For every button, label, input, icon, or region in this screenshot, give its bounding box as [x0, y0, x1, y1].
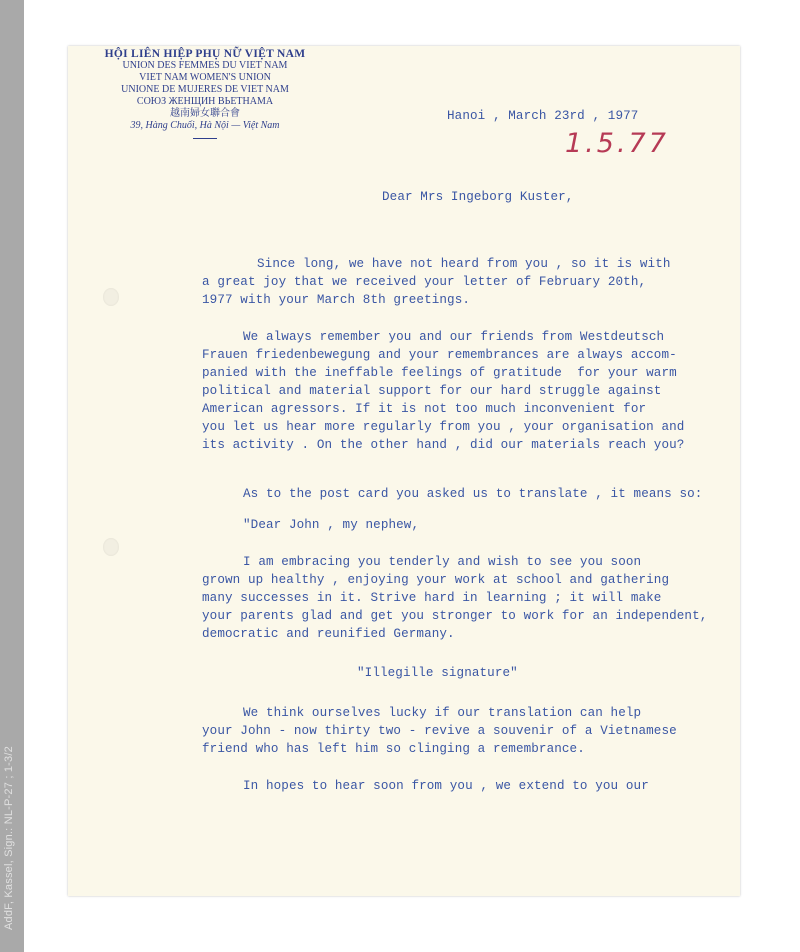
- letterhead-chinese: 越南婦女聯合會: [170, 108, 240, 119]
- letterhead-vietnamese: HỘI LIÊN HIỆP PHỤ NỮ VIỆT NAM: [104, 48, 306, 60]
- letterhead-divider: [193, 138, 217, 139]
- body-line: grown up healthy , enjoying your work at school and gathering: [202, 573, 670, 587]
- punch-hole-bottom: [103, 538, 119, 556]
- handwritten-date-note: 1.5.77: [565, 128, 669, 159]
- body-line: American agressors. If it is not too much inconvenient for: [202, 402, 647, 416]
- letterhead-address: 39, Hàng Chuối, Hà Nội — Việt Nam: [130, 120, 280, 131]
- body-line: As to the post card you asked us to translate , it means so:: [243, 487, 703, 501]
- archive-side-strip: [0, 0, 24, 952]
- body-line: democratic and reunified Germany.: [202, 627, 455, 641]
- body-line: friend who has left him so clinging a remembrance.: [202, 742, 585, 756]
- body-line: its activity . On the other hand , did our materials reach you?: [202, 438, 685, 452]
- letterhead-english: VIET NAM WOMEN'S UNION: [139, 72, 271, 83]
- archive-signature-label: AddF, Kassel, Sign.: NL-P-27 ; 1-3/2: [3, 746, 15, 930]
- letterhead-russian: СОЮЗ ЖЕНЩИН ВЬЕТНАМА: [136, 96, 274, 107]
- salutation: Dear Mrs Ingeborg Kuster,: [382, 190, 574, 204]
- body-line: you let us hear more regularly from you , your organisation and: [202, 420, 685, 434]
- body-line: Frauen friedenbewegung and your remembrances are always accom-: [202, 348, 677, 362]
- body-line: In hopes to hear soon from you , we extend to you our: [243, 779, 649, 793]
- body-line: We think ourselves lucky if our translation can help: [243, 706, 642, 720]
- body-line: your John - now thirty two - revive a souvenir of a Vietnamese: [202, 724, 677, 738]
- letter-page: [68, 46, 740, 896]
- body-line: We always remember you and our friends from Westdeutsch: [243, 330, 665, 344]
- body-line: political and material support for our hard struggle against: [202, 384, 662, 398]
- body-line: a great joy that we received your letter of February 20th,: [202, 275, 647, 289]
- body-line: many successes in it. Strive hard in learning ; it will make: [202, 591, 662, 605]
- body-line: your parents glad and get you stronger to work for an independent,: [202, 609, 708, 623]
- body-line: Since long, we have not heard from you , so it is with: [257, 257, 671, 271]
- letterhead-french: UNION DES FEMMES DU VIET NAM: [122, 60, 288, 71]
- letterhead-spanish: UNIONE DE MUJERES DE VIET NAM: [121, 84, 289, 95]
- body-line: 1977 with your March 8th greetings.: [202, 293, 471, 307]
- dateline: Hanoi , March 23rd , 1977: [447, 109, 639, 123]
- body-line: "Illegille signature": [357, 666, 518, 680]
- body-line: I am embracing you tenderly and wish to see you soon: [243, 555, 642, 569]
- body-line: "Dear John , my nephew,: [243, 518, 420, 532]
- punch-hole-top: [103, 288, 119, 306]
- letterhead: [90, 48, 320, 139]
- body-line: panied with the ineffable feelings of gratitude for your warm: [202, 366, 677, 380]
